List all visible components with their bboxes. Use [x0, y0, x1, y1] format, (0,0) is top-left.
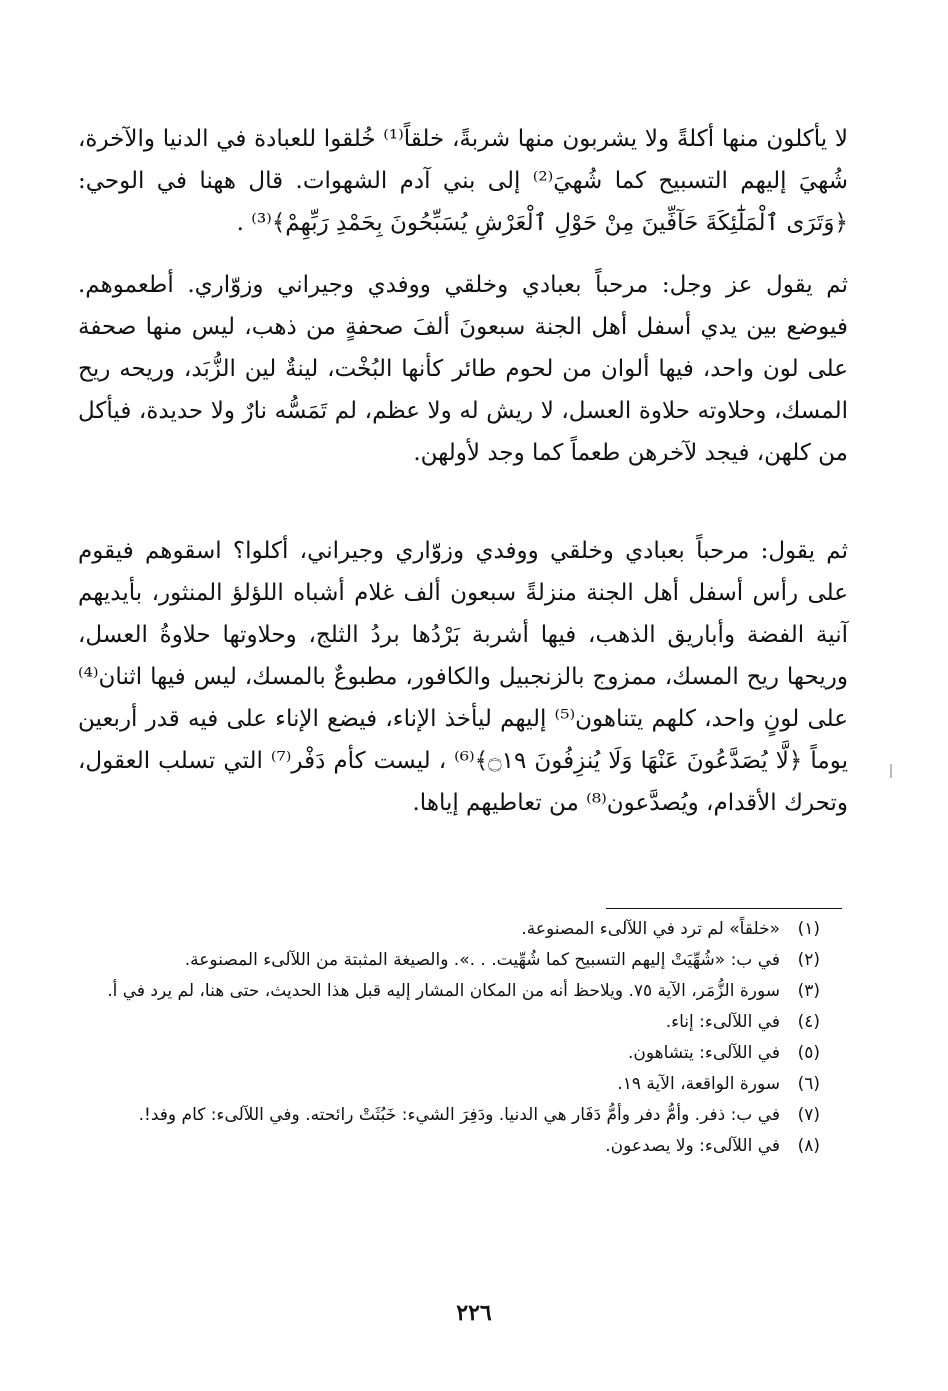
margin-mark — [890, 764, 892, 778]
footnote-2 — [78, 945, 820, 976]
footnote-8 — [78, 1131, 820, 1162]
footnote-7 — [78, 1100, 820, 1131]
footnote-separator — [606, 908, 842, 909]
footnote-number: (١) — [797, 919, 820, 939]
footnote-1 — [78, 914, 820, 945]
footnote-number: (٢) — [797, 950, 820, 970]
footnote-text: في ب: ذفر. وأمُّ دفر وأمُّ دَفَار هي الدنيا. ودَفِرَ الشيء: خَبُثَتْ رائحته. وفي اللآلىء: كام وفد!. — [138, 1105, 780, 1125]
footnote-number: (٤) — [797, 1012, 820, 1032]
footnote-number: (٧) — [797, 1105, 820, 1125]
footnote-text: في اللآلىء: يتشاهون. — [627, 1043, 780, 1063]
footnote-3 — [78, 976, 820, 1007]
main-text — [78, 118, 848, 824]
footnote-text: «خلقاً» لم ترد في اللآلىء المصنوعة. — [521, 919, 780, 939]
paragraph-2: ثم يقول عز وجل: مرحباً بعبادي وخلقي ووفدي وجيراني وزوّاري. أطعموهم. فيوضع بين يدي أسفل أهل الجنة سبعونَ ألفَ صحفةٍ من ذهب، ليس منها صحفة على لون واحد، فيها ألوان من لحوم طائر كأنها البُخْت، لينةٌ لين الزُّبَد، وريحه ريح المسك، وحلاوته حلاوة العسل، لا ريش له ولا عظم، لم تَمَسُّه نارٌ ولا حديدة، فيأكل من كلهن، فيجد لآخرهن طعماً كما وجد لأولهن. — [78, 272, 848, 466]
footnote-number: (٦) — [797, 1074, 820, 1094]
footnote-number: (٥) — [797, 1043, 820, 1063]
paragraph-3: ثم يقول: مرحباً بعبادي وخلقي ووفدي وزوّاري وجيراني، أكلوا؟ اسقوهم فيقوم على رأس أسفل أهل الجنة منزلةً سبعون ألف غلام أشباه اللؤلؤ المنثور، بأيديهم آنية الفضة وأباريق الذهب، فيها أشربة بَرْدُها بردُ الثلج، وحلاوتها حلاوةُ العسل، وريحها ريح المسك، ممزوج بالزنجبيل والكافور، مطبوعٌ بالمسك، ليس فيها اثنان⁽⁴⁾ على لونٍ واحد، كلهم يتناهون⁽⁵⁾ إليهم ليأخذ الإناء، فيضع الإناء على فيه قدر أربعين يوماً ﴿لَّا يُصَدَّعُونَ عَنْهَا وَلَا يُنزِفُونَ ۝١٩﴾⁽⁶⁾ ، ليست كأم دَفْر⁽⁷⁾ التي تسلب العقول، وتحرك الأقدام، ويُصدَّعون⁽⁸⁾ من تعاطيهم إياها. — [78, 538, 849, 816]
footnote-text: في ب: «شُهِّيَتْ إليهم التسبيح كما شُهِّيت. . .». والصيغة المثبتة من اللآلىء المصنوعة. — [184, 950, 780, 970]
footnote-text: في اللآلىء: ولا يصدعون. — [605, 1136, 780, 1156]
footnote-number: (٣) — [797, 981, 820, 1001]
footnote-text: سورة الواقعة، الآية ١٩. — [617, 1074, 780, 1094]
footnote-number: (٨) — [797, 1136, 820, 1156]
footnotes — [78, 914, 820, 1162]
paragraph-1: لا يأكلون منها أكلةً ولا يشربون منها شربةً، خلقاً⁽¹⁾ خُلقوا للعبادة في الدنيا والآخرة، شُهيَ إليهم التسبيح كما شُهيَ⁽²⁾ إلى بني آدم الشهوات. قال ههنا في الوحي: ﴿وَتَرَى ٱلْمَلَٰٓئِكَةَ حَآفِّينَ مِنْ حَوْلِ ٱلْعَرْشِ يُسَبِّحُونَ بِحَمْدِ رَبِّهِمْ﴾⁽³⁾ . — [78, 126, 848, 236]
footnote-4 — [78, 1007, 820, 1038]
footnote-text: سورة الزُّمَر، الآية ٧٥. ويلاحظ أنه من المكان المشار إليه قبل هذا الحديث، حتى هنا، لم يرد في أ. — [107, 981, 780, 1001]
footnote-5 — [78, 1038, 820, 1069]
footnote-text: في اللآلىء: إناء. — [665, 1012, 780, 1032]
footnote-6 — [78, 1069, 820, 1100]
page-number: ٢٢٦ — [456, 1300, 492, 1326]
